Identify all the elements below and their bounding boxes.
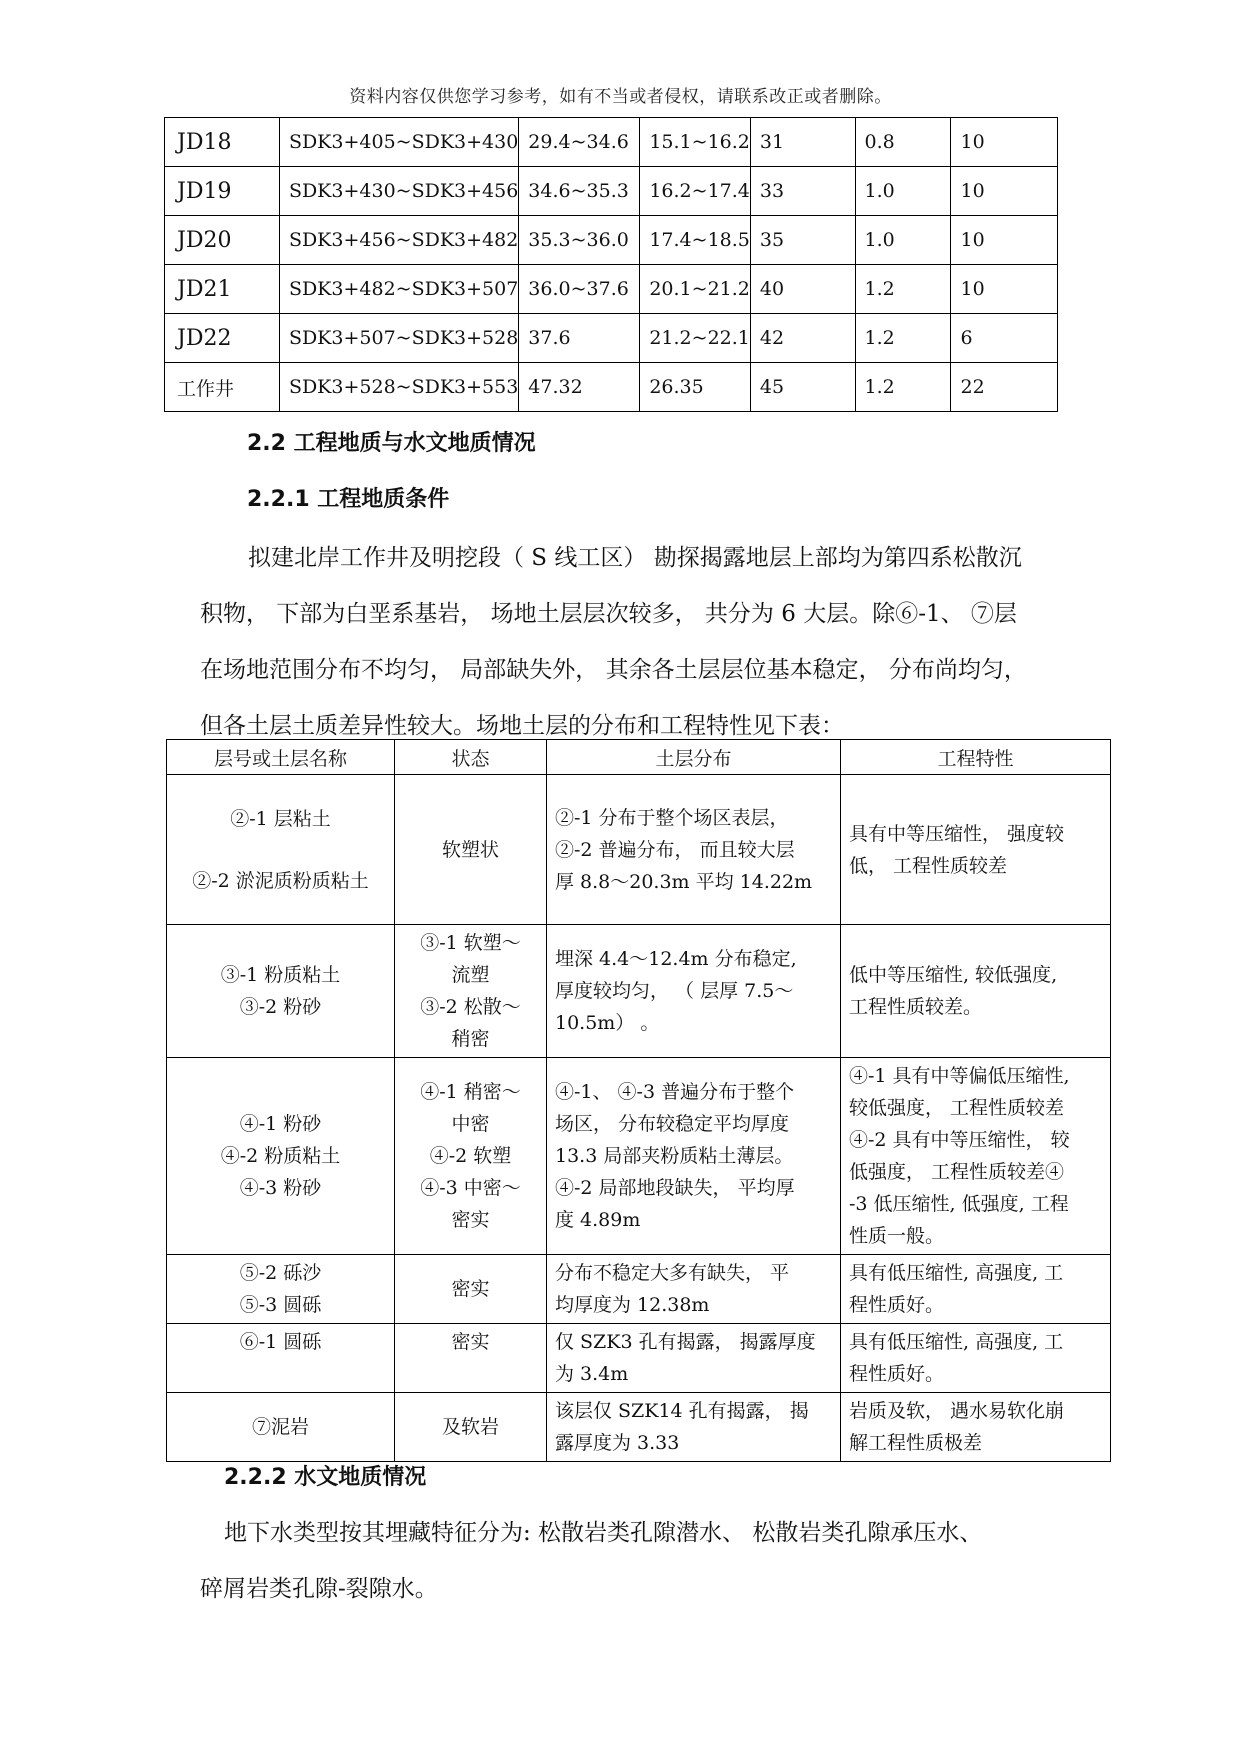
cell-line: 具有中等压缩性， 强度较 (849, 822, 1065, 845)
cell-distribution (547, 1324, 841, 1393)
cell-line: 厚 8.8～20.3m 平均 14.22m (555, 870, 813, 893)
table-cell: 36.0~37.6 (519, 265, 640, 314)
cell-line: 低强度， 工程性质较差④ (849, 1161, 1065, 1183)
header-state: 状态 (395, 740, 547, 775)
cell-line: ④-2 粉质粘土 (220, 1145, 341, 1167)
cell-line: ⑥-1 圆砾 (239, 1331, 322, 1353)
table-cell: 工作井 (165, 363, 280, 412)
cell-line: 解工程性质极差 (849, 1432, 983, 1454)
cell-line: 厚度较均匀， （ 层厚 7.5～ (555, 980, 794, 1002)
table-cell: 42 (750, 314, 855, 363)
table-cell: 6 (951, 314, 1058, 363)
cell-line: 工程性质较差。 (849, 996, 983, 1018)
cell-line: 稍密 (451, 1028, 490, 1050)
cell-state (395, 1058, 547, 1255)
table-cell: 10 (951, 118, 1058, 167)
soil-layer-row (167, 1324, 1111, 1393)
cell-line: ③-1 软塑～ (420, 932, 521, 954)
section-heading-2-2-1: 2.2.1 工程地质条件 (247, 487, 450, 512)
cell-line: 及软岩 (441, 1416, 499, 1438)
cell-line (175, 835, 386, 865)
cell-line: ③-1 粉质粘土 (220, 964, 341, 986)
paragraph-line: 地下水类型按其埋藏特征分为: 松散岩类孔隙潜水、 松散岩类孔隙承压水、 (224, 1520, 983, 1546)
cell-distribution (547, 775, 841, 925)
cell-line: 流塑 (451, 964, 490, 986)
table-cell: 37.6 (519, 314, 640, 363)
cell-line: ④-2 局部地段缺失， 平均厚 (555, 1177, 795, 1199)
cell-property (841, 1324, 1111, 1393)
cell-line: 密实 (451, 1209, 490, 1231)
cell-line: ②-2 淤泥质粉质粘土 (192, 869, 369, 892)
soil-layer-row (167, 925, 1111, 1058)
table-row (165, 167, 1058, 216)
cell-state (395, 1324, 547, 1393)
cell-state (395, 1393, 547, 1462)
table-cell: 22 (951, 363, 1058, 412)
cell-name (167, 1058, 395, 1255)
cell-line: ③-2 粉砂 (239, 996, 322, 1018)
hydro-paragraph (200, 1505, 1100, 1617)
cell-line: 较低强度， 工程性质较差 (849, 1097, 1065, 1119)
soil-layer-table (166, 739, 1111, 1462)
table-cell: JD22 (165, 314, 280, 363)
header-layer-name: 层号或土层名称 (167, 740, 395, 775)
cell-line: ④-1、 ④-3 普遍分布于整个 (555, 1081, 795, 1103)
cell-line: 露厚度为 3.33 (555, 1432, 680, 1454)
cell-line: 密实 (451, 1278, 490, 1300)
table-cell: JD18 (165, 118, 280, 167)
table-cell: 29.4~34.6 (519, 118, 640, 167)
table-cell: 1.0 (855, 167, 951, 216)
table-cell: 1.2 (855, 363, 951, 412)
table-cell: 31 (750, 118, 855, 167)
table-cell: 1.2 (855, 265, 951, 314)
cell-name (167, 1255, 395, 1324)
table-cell: 20.1~21.2 (640, 265, 751, 314)
paragraph-line: 在场地范围分布不均匀， 局部缺失外， 其余各土层层位基本稳定， 分布尚均匀， (200, 657, 1027, 683)
cell-name (167, 1393, 395, 1462)
table-cell: 15.1~16.2 (640, 118, 751, 167)
header-property: 工程特性 (841, 740, 1111, 775)
cell-distribution (547, 1393, 841, 1462)
header-distribution: 土层分布 (547, 740, 841, 775)
cell-line: 岩质及软， 遇水易软化崩 (849, 1400, 1065, 1422)
cell-distribution (547, 1255, 841, 1324)
cell-line: 具有低压缩性, 高强度, 工 (849, 1262, 1064, 1284)
cell-line: 场区， 分布较稳定平均厚度 (555, 1113, 790, 1135)
cell-line: 中密 (451, 1113, 490, 1135)
watermark-text: 资料内容仅供您学习参考，如有不当或者侵权，请联系改正或者删除。 (349, 87, 892, 107)
paragraph-line: 但各土层土质差异性较大。场地土层的分布和工程特性见下表： (200, 713, 844, 739)
cell-name (167, 925, 395, 1058)
table-cell: JD20 (165, 216, 280, 265)
cell-line: ⑦泥岩 (251, 1416, 309, 1438)
table-cell: 10 (951, 265, 1058, 314)
table-row (165, 118, 1058, 167)
table-row (165, 314, 1058, 363)
table-cell: 26.35 (640, 363, 751, 412)
table-cell: 16.2~17.4 (640, 167, 751, 216)
cell-property (841, 925, 1111, 1058)
cell-distribution (547, 1058, 841, 1255)
section-heading-2-2: 2.2 工程地质与水文地质情况 (247, 431, 536, 456)
cell-state (395, 775, 547, 925)
table-cell: 10 (951, 216, 1058, 265)
table-row (165, 216, 1058, 265)
cell-name (167, 775, 395, 925)
table-cell: 34.6~35.3 (519, 167, 640, 216)
table-cell: 17.4~18.5 (640, 216, 751, 265)
cell-line: ④-3 中密～ (420, 1177, 521, 1199)
cell-line: 10.5m） 。 (555, 1012, 660, 1034)
table-cell: 35.3~36.0 (519, 216, 640, 265)
soil-layer-row (167, 1393, 1111, 1462)
cell-line: ④-1 稍密～ (420, 1081, 521, 1103)
cell-line: ④-3 粉砂 (239, 1177, 322, 1199)
soil-layer-row (167, 1255, 1111, 1324)
cell-line: 性质一般。 (849, 1225, 945, 1247)
cell-line: ②-2 普遍分布， 而且较大层 (555, 838, 795, 861)
cell-line: ③-2 松散～ (420, 996, 521, 1018)
table-cell: SDK3+430~SDK3+456 (279, 167, 518, 216)
cell-line: 程性质好。 (849, 1363, 945, 1385)
table-cell: SDK3+456~SDK3+482 (279, 216, 518, 265)
cell-line: 该层仅 SZK14 孔有揭露， 揭 (555, 1400, 809, 1422)
cell-line: 具有低压缩性, 高强度, 工 (849, 1331, 1064, 1353)
cell-property (841, 1058, 1111, 1255)
cell-line: 仅 SZK3 孔有揭露， 揭露厚度 (555, 1331, 816, 1353)
cell-line: 程性质好。 (849, 1294, 945, 1316)
cell-line: ④-1 具有中等偏低压缩性, (849, 1065, 1070, 1087)
cell-line: 密实 (451, 1331, 490, 1353)
paragraph-line: 碎屑岩类孔隙-裂隙水。 (200, 1576, 438, 1602)
cell-line: ⑤-2 砾沙 (239, 1262, 322, 1284)
table-cell: SDK3+482~SDK3+507 (279, 265, 518, 314)
table-cell: JD19 (165, 167, 280, 216)
table-cell: 10 (951, 167, 1058, 216)
section-heading-2-2-2: 2.2.2 水文地质情况 (224, 1465, 427, 1490)
cell-line: 度 4.89m (555, 1209, 641, 1231)
table-cell: 47.32 (519, 363, 640, 412)
paragraph-line: 拟建北岸工作井及明挖段（ S 线工区） 勘探揭露地层上部均为第四系松散沉 (248, 545, 1022, 571)
paragraph-line: 积物， 下部为白垩系基岩， 场地土层层次较多， 共分为 6 大层。除⑥-1、 ⑦层 (200, 601, 1017, 627)
cell-line: ⑤-3 圆砾 (239, 1294, 322, 1316)
cell-property (841, 1255, 1111, 1324)
cell-line: 埋深 4.4～12.4m 分布稳定, (555, 948, 797, 970)
table-cell: 45 (750, 363, 855, 412)
cell-line: 软塑状 (441, 838, 499, 861)
cell-line: ④-1 粉砂 (239, 1113, 322, 1135)
cell-line: ②-1 分布于整个场区表层， (555, 806, 789, 829)
table-cell: JD21 (165, 265, 280, 314)
soil-layer-row (167, 775, 1111, 925)
table-cell: 1.2 (855, 314, 951, 363)
cell-state (395, 1255, 547, 1324)
cell-line: 均厚度为 12.38m (555, 1294, 710, 1316)
cell-distribution (547, 925, 841, 1058)
table-cell: 1.0 (855, 216, 951, 265)
soil-layer-row (167, 1058, 1111, 1255)
cell-property (841, 775, 1111, 925)
table-row (165, 265, 1058, 314)
cell-line: 低， 工程性质较差 (849, 854, 1008, 877)
cell-line: ④-2 软塑 (429, 1145, 512, 1167)
cell-line: 低中等压缩性, 较低强度, (849, 964, 1058, 986)
table-cell: 40 (750, 265, 855, 314)
cell-state (395, 925, 547, 1058)
table-cell: 33 (750, 167, 855, 216)
table-cell: 21.2~22.1 (640, 314, 751, 363)
cell-line: 为 3.4m (555, 1363, 629, 1385)
geology-paragraph (200, 530, 1100, 754)
cell-line: ②-1 层粘土 (230, 807, 331, 830)
table-row (165, 363, 1058, 412)
table-cell: SDK3+507~SDK3+528 (279, 314, 518, 363)
table-cell: 35 (750, 216, 855, 265)
cell-line: 分布不稳定大多有缺失， 平 (555, 1262, 790, 1284)
cell-line: -3 低压缩性, 低强度, 工程 (849, 1193, 1069, 1215)
table-cell: SDK3+528~SDK3+553 (279, 363, 518, 412)
cell-line: 13.3 局部夹粉质粘土薄层。 (555, 1145, 794, 1167)
cell-name (167, 1324, 395, 1393)
table-cell: SDK3+405~SDK3+430 (279, 118, 518, 167)
cell-property (841, 1393, 1111, 1462)
table-cell: 0.8 (855, 118, 951, 167)
cell-line: ④-2 具有中等压缩性， 较 (849, 1129, 1070, 1151)
section-table-continued (164, 117, 1058, 412)
